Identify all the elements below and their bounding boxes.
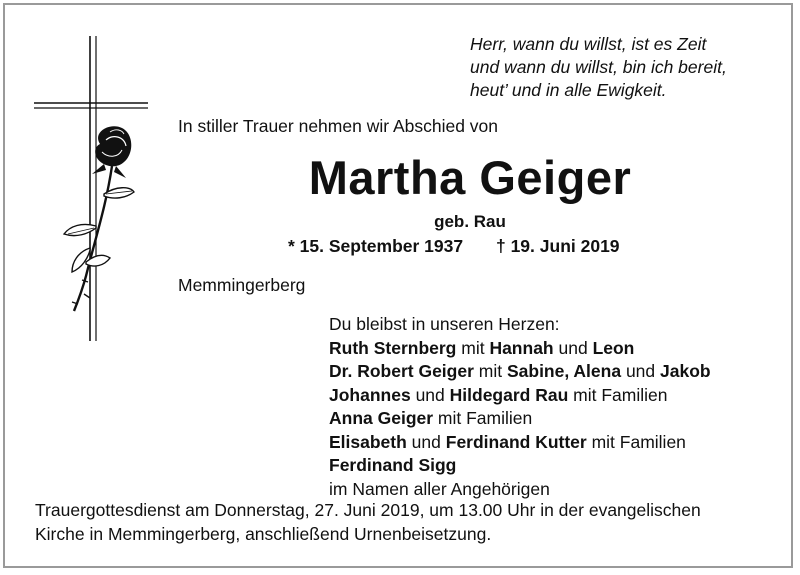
intro-text: In stiller Trauer nehmen wir Abschied von: [178, 116, 499, 136]
mourner-line: Ruth Sternberg mit Hannah und Leon: [329, 337, 635, 358]
motto-line: heut’ und in alle Ewigkeit.: [470, 80, 667, 100]
death-date: † 19. Juni 2019: [495, 236, 620, 256]
mourners-intro: Du bleibst in unseren Herzen:: [329, 314, 560, 334]
mourner-line: im Namen aller Angehörigen: [329, 478, 550, 499]
birth-date: * 15. September 1937: [288, 236, 464, 256]
motto-line: und wann du willst, bin ich bereit,: [470, 57, 727, 77]
maiden-name: geb. Rau: [434, 212, 506, 231]
place-of-residence: Memmingerberg: [178, 275, 306, 295]
motto-verse: [470, 33, 727, 102]
mourner-line: Johannes und Hildegard Rau mit Familien: [329, 384, 668, 405]
mourner-line: Dr. Robert Geiger mit Sabine, Alena und Jakob: [329, 361, 711, 381]
life-dates: [288, 236, 620, 257]
deceased-name: Martha Geiger: [308, 151, 632, 204]
mourner-line: Elisabeth und Ferdinand Kutter mit Familien: [329, 431, 686, 452]
motto-line: Herr, wann du willst, ist es Zeit: [470, 34, 707, 54]
mourners-list: [329, 313, 711, 501]
mourner-line: Anna Geiger mit Familien: [329, 408, 533, 428]
service-line: Kirche in Memmingerberg, anschließend Urnenbeisetzung.: [35, 523, 492, 544]
funeral-service-info: [35, 499, 701, 546]
mourner-line: Ferdinand Sigg: [329, 455, 457, 475]
service-line: Trauergottesdienst am Donnerstag, 27. Juni 2019, um 13.00 Uhr in der evangelischen: [35, 500, 701, 520]
